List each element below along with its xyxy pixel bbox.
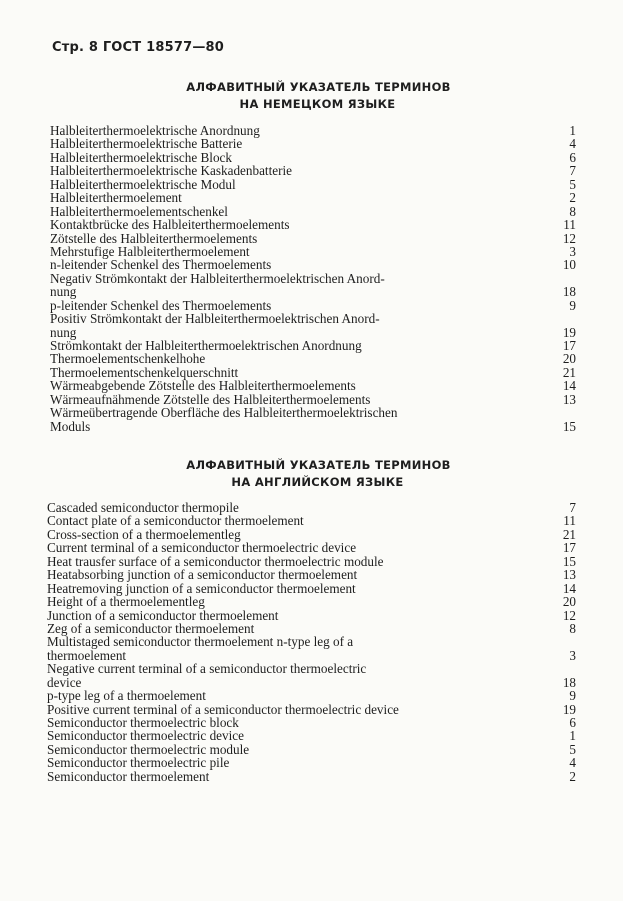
index-term-number: 2 <box>569 190 576 206</box>
index-term: thermoelement <box>47 647 127 663</box>
index-entry <box>50 191 576 204</box>
index-term: Zeg of a semiconductor thermoelement <box>47 620 255 636</box>
index-entry <box>47 716 576 729</box>
index-term: p-leitender Schenkel des Thermoelements <box>50 297 272 313</box>
index-entry <box>47 729 576 742</box>
index-entry <box>50 312 576 325</box>
index-term: n-leitender Schenkel des Thermoelements <box>50 257 272 273</box>
index-term-number: 8 <box>569 203 576 219</box>
index-term: Heatremoving junction of a semiconductor thermoelement <box>47 580 356 596</box>
index-entry <box>47 568 576 581</box>
index-term: Semiconductor thermoelectric module <box>47 741 250 757</box>
index-term-number: 3 <box>569 243 576 259</box>
index-entry <box>47 609 576 622</box>
index-term-number: 7 <box>569 500 576 515</box>
index-term: Negative current terminal of a semiconductor thermoelectric <box>47 661 367 677</box>
index-entry <box>47 756 576 769</box>
index-term: Halbleiterthermoelektrische Block <box>50 149 232 165</box>
index-term-number: 17 <box>562 338 576 353</box>
index-term-number: 11 <box>563 217 576 233</box>
index-term: Semiconductor thermoelectric device <box>47 728 244 744</box>
index-term-number: 18 <box>562 284 576 300</box>
index-entry <box>50 326 576 339</box>
index-term-number: 1 <box>569 728 576 744</box>
index-entry <box>47 649 576 662</box>
index-term-number: 17 <box>562 540 576 556</box>
index-term-number: 7 <box>569 163 576 179</box>
section-title-line-1: АЛФАВИТНЫЙ УКАЗАТЕЛЬ ТЕРМИНОВ <box>186 458 451 472</box>
index-term: Halbleiterthermoelektrische Batterie <box>50 136 243 152</box>
index-entry <box>47 635 576 648</box>
index-term: Kontaktbrücke des Halbleiterthermoelements <box>50 217 290 233</box>
index-entry <box>50 406 576 419</box>
section-title-german <box>0 79 623 113</box>
english-term-index <box>47 501 576 783</box>
index-term: Heat trausfer surface of a semiconductor thermoelectric module <box>47 553 384 569</box>
index-term-number: 6 <box>569 715 576 730</box>
index-entry <box>50 151 576 164</box>
index-term-number: 13 <box>562 391 576 407</box>
page-header: Стр. 8 ГОСТ 18577—80 <box>52 40 225 55</box>
index-entry <box>47 528 576 541</box>
index-entry <box>50 393 576 406</box>
index-term-number: 20 <box>562 594 576 610</box>
index-entry <box>47 582 576 595</box>
index-entry <box>47 662 576 675</box>
index-entry <box>50 124 576 137</box>
index-entry <box>50 178 576 191</box>
index-term: Thermoelementschenkelhohe <box>50 351 206 367</box>
index-term-number: 4 <box>569 755 576 771</box>
index-entry <box>47 676 576 689</box>
index-term-number: 5 <box>569 741 576 757</box>
index-term-number: 3 <box>569 647 576 663</box>
index-term: Moduls <box>50 418 91 434</box>
index-term-number: 1 <box>569 123 576 138</box>
index-term-number: 12 <box>562 607 576 623</box>
index-term-number: 15 <box>562 553 576 569</box>
index-term: Height of a thermoelementleg <box>47 594 205 610</box>
index-term: Semiconductor thermoelectric pile <box>47 755 230 771</box>
index-entry <box>47 743 576 756</box>
index-term-number: 21 <box>562 364 576 380</box>
index-term: Halbleiterthermoelement <box>50 190 182 206</box>
index-term-number: 18 <box>562 674 576 690</box>
index-entry <box>47 595 576 608</box>
index-term-number: 21 <box>562 526 576 542</box>
index-term: Heatabsorbing junction of a semiconductor thermoelement <box>47 567 358 583</box>
index-term-number: 9 <box>569 688 576 704</box>
index-entry <box>47 555 576 568</box>
index-term-number: 15 <box>562 418 576 434</box>
index-entry <box>50 205 576 218</box>
index-term: nung <box>50 284 77 300</box>
index-term-number: 9 <box>569 297 576 313</box>
index-entry <box>47 622 576 635</box>
index-term-number: 20 <box>562 351 576 367</box>
index-term: Mehrstufige Halbleiterthermoelement <box>50 243 250 259</box>
index-term: Semiconductor thermoelement <box>47 768 210 784</box>
index-term: Zötstelle des Halbleiterthermoelements <box>50 230 258 246</box>
index-term: Wärmeabgebende Zötstelle des Halbleiterthermoelements <box>50 378 356 394</box>
index-term: Strömkontakt der Halbleiterthermoelektrischen Anordnung <box>50 338 362 353</box>
index-entry <box>50 245 576 258</box>
section-title-line-2: НА НЕМЕЦКОМ ЯЗЫКЕ <box>239 97 396 111</box>
index-term-number: 13 <box>562 567 576 583</box>
index-term: Junction of a semiconductor thermoelement <box>47 607 279 623</box>
index-term: Negativ Strömkontakt der Halbleiterthermoelektrischen Anord- <box>50 270 385 286</box>
index-entry <box>50 352 576 365</box>
index-entry <box>50 299 576 312</box>
index-term: Thermoelementschenkelquerschnitt <box>50 364 239 380</box>
index-entry <box>50 164 576 177</box>
index-entry <box>47 514 576 527</box>
index-entry <box>47 541 576 554</box>
index-term: nung <box>50 324 77 340</box>
index-term: device <box>47 674 82 690</box>
index-term-number: 6 <box>569 149 576 165</box>
index-term: Semiconductor thermoelectric block <box>47 715 239 730</box>
german-term-index <box>50 124 576 433</box>
index-term-number: 4 <box>569 136 576 152</box>
index-term-number: 11 <box>563 513 576 529</box>
index-term-number: 12 <box>562 230 576 246</box>
index-term: Cascaded semiconductor thermopile <box>47 500 239 515</box>
index-entry <box>47 770 576 783</box>
index-entry <box>47 689 576 702</box>
index-term: Cross-section of a thermoelementleg <box>47 526 241 542</box>
index-entry <box>47 501 576 514</box>
index-entry <box>50 339 576 352</box>
index-term: Wärmeübertragende Oberfläche des Halbleiterthermoelektrischen <box>50 405 398 421</box>
index-term: Halbleiterthermoelektrische Kaskadenbatterie <box>50 163 293 179</box>
index-term: Current terminal of a semiconductor thermoelectric device <box>47 540 357 556</box>
index-term: Positiv Strömkontakt der Halbleiterthermoelektrischen Anord- <box>50 311 380 327</box>
section-title-line-2: НА АНГЛИЙСКОМ ЯЗЫКЕ <box>231 475 404 489</box>
index-term: Wärmeaufnähmende Zötstelle des Halbleiterthermoelements <box>50 391 371 407</box>
index-entry <box>50 272 576 285</box>
index-entry <box>47 703 576 716</box>
index-entry <box>50 232 576 245</box>
index-entry <box>50 218 576 231</box>
section-title-line-1: АЛФАВИТНЫЙ УКАЗАТЕЛЬ ТЕРМИНОВ <box>186 80 451 94</box>
index-term-number: 10 <box>562 257 576 273</box>
section-title-english <box>0 457 623 491</box>
index-entry <box>50 379 576 392</box>
index-entry <box>50 420 576 433</box>
index-term: Multistaged semiconductor thermoelement n-type leg of a <box>47 634 354 650</box>
index-term-number: 14 <box>562 580 576 596</box>
index-term: Positive current terminal of a semiconductor thermoelectric device <box>47 701 399 717</box>
index-term: Halbleiterthermoelementschenkel <box>50 203 228 219</box>
index-term-number: 19 <box>562 701 576 717</box>
index-entry <box>50 137 576 150</box>
index-term: Halbleiterthermoelektrische Modul <box>50 176 236 192</box>
index-entry <box>50 258 576 271</box>
index-term-number: 19 <box>562 324 576 340</box>
index-term: Halbleiterthermoelektrische Anordnung <box>50 123 260 138</box>
index-term-number: 8 <box>569 620 576 636</box>
index-entry <box>50 285 576 298</box>
index-term-number: 5 <box>569 176 576 192</box>
index-term: Contact plate of a semiconductor thermoelement <box>47 513 304 529</box>
index-entry <box>50 366 576 379</box>
index-term: p-type leg of a thermoelement <box>47 688 206 704</box>
index-term-number: 14 <box>562 378 576 394</box>
index-term-number: 2 <box>569 768 576 784</box>
